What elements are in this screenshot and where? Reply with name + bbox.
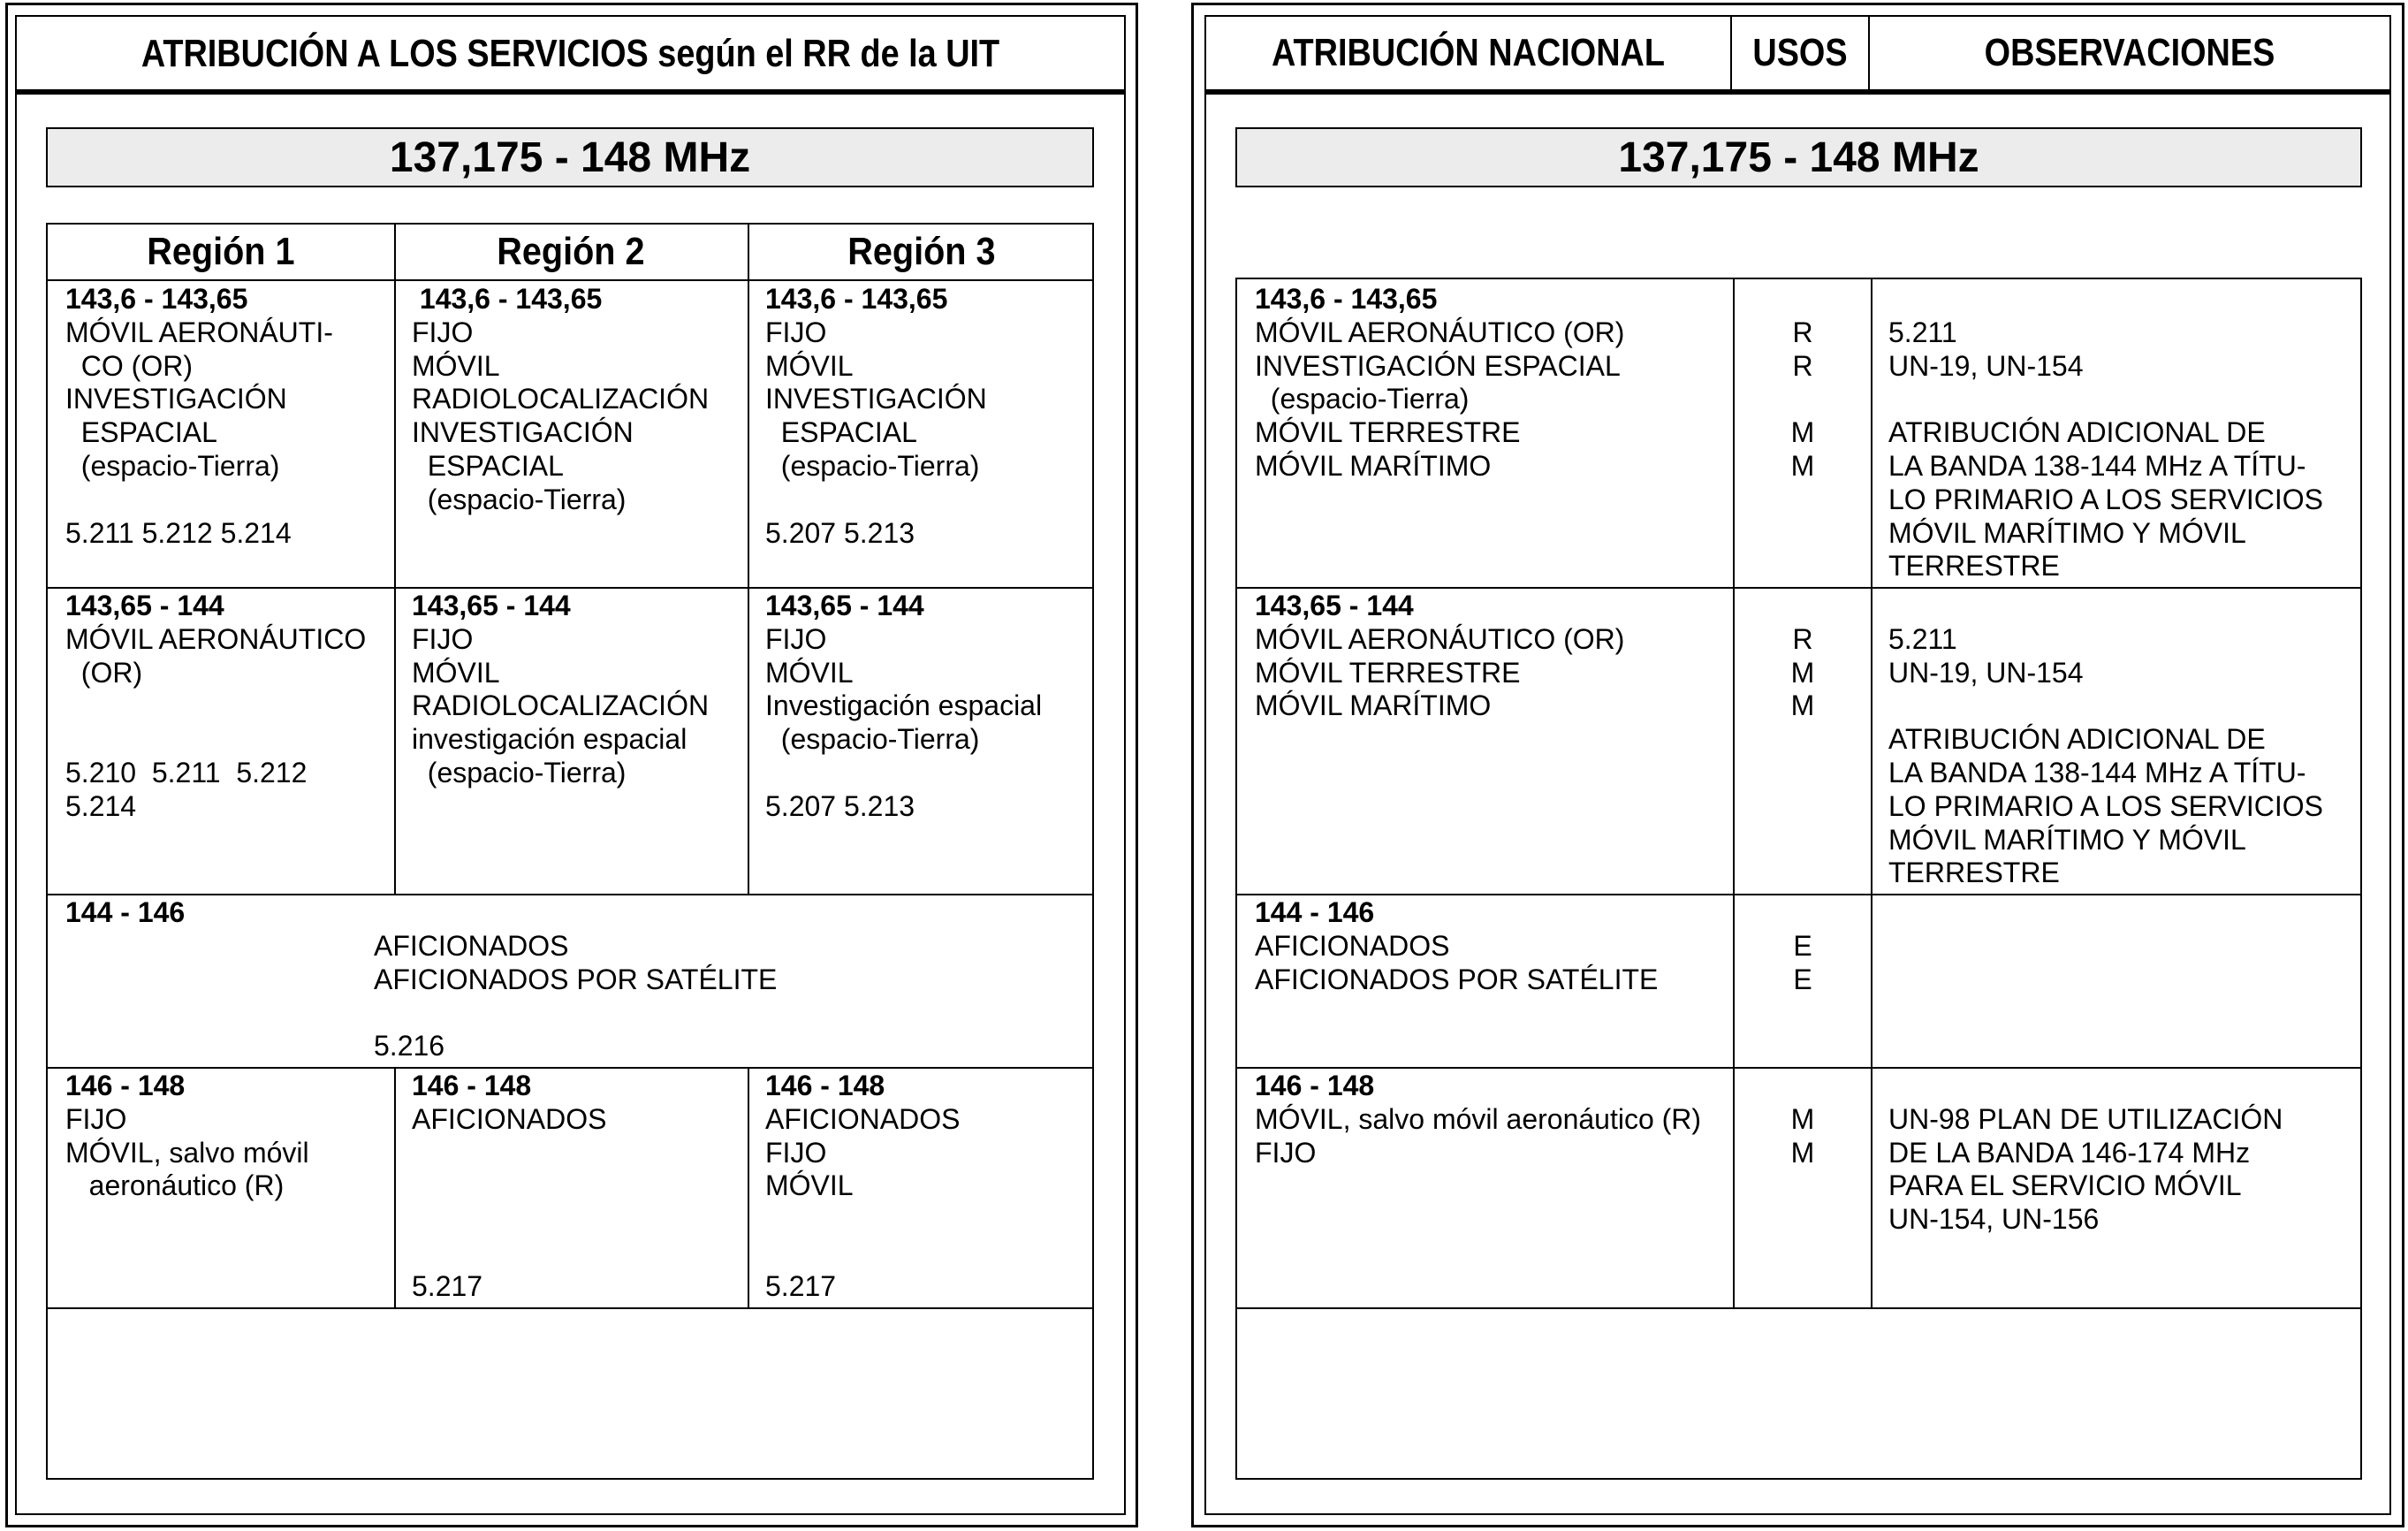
service-line: UN-19, UN-154 <box>1888 656 2084 689</box>
service-line: R <box>1792 622 1813 655</box>
service-line <box>1735 383 1871 416</box>
service-line: (espacio-Tierra) <box>765 723 980 756</box>
service-line: aeronáutico (R) <box>65 1169 285 1202</box>
service-line: FIJO <box>412 316 474 348</box>
service-line: TERRESTRE <box>1888 857 2060 889</box>
service-line: 5.211 <box>1888 316 1957 348</box>
band-cell-r3 <box>765 283 987 550</box>
service-line: TERRESTRE <box>1888 550 2060 583</box>
service-lines <box>765 1103 960 1304</box>
band-cell-r1 <box>65 590 366 824</box>
service-line: AFICIONADOS <box>412 1102 607 1135</box>
row-spacer <box>1735 590 1871 623</box>
service-line: AFICIONADOS <box>374 929 569 962</box>
band-cell-r2 <box>412 590 709 790</box>
service-line: 5.214 <box>65 789 137 822</box>
band-cell-r2 <box>412 283 709 517</box>
service-lines <box>65 1103 309 1203</box>
band-range: 143,6 - 143,65 <box>65 283 248 315</box>
row-divider-4 <box>1237 1307 2360 1309</box>
row-spacer <box>1888 283 2323 316</box>
service-line <box>65 689 366 723</box>
service-line: (espacio-Tierra) <box>412 483 627 515</box>
service-line: AFICIONADOS <box>1255 929 1450 962</box>
col-divider-2b <box>748 1067 749 1307</box>
row-divider-4 <box>48 1307 1092 1309</box>
band-cell-r2 <box>412 1070 606 1304</box>
service-lines <box>412 623 709 790</box>
service-line: MÓVIL TERRESTRE <box>1255 656 1521 689</box>
observaciones-cell <box>1888 1070 2283 1237</box>
service-line: AFICIONADOS POR SATÉLITE <box>374 963 778 995</box>
national-band-cell <box>1255 590 1624 723</box>
service-line: (OR) <box>65 656 143 689</box>
service-line: M <box>1790 1136 1815 1169</box>
service-line: LA BANDA 138-144 MHz A TÍTU- <box>1888 756 2306 788</box>
row-divider-2 <box>48 894 1092 895</box>
service-line <box>374 996 777 1030</box>
service-line: 5.217 <box>765 1269 837 1302</box>
service-line: (espacio-Tierra) <box>65 449 280 482</box>
national-band-cell <box>1255 283 1624 484</box>
service-line: M <box>1790 1102 1815 1135</box>
row-spacer <box>1888 1070 2283 1103</box>
right-header-row <box>1206 17 2389 89</box>
service-line: M <box>1790 449 1815 482</box>
band-range: 146 - 148 <box>1255 1070 1375 1101</box>
right-band-title: 137,175 - 148 MHz <box>1235 127 2362 187</box>
service-line: UN-19, UN-154 <box>1888 349 2084 382</box>
service-line <box>765 1203 960 1237</box>
region-1-header: Región 1 <box>147 230 295 273</box>
service-line: CO (OR) <box>65 349 193 382</box>
band-range: 146 - 148 <box>412 1070 532 1101</box>
service-line: MÓVIL, salvo móvil aeronáutico (R) <box>1255 1102 1702 1135</box>
row-divider-3 <box>1237 1067 2360 1069</box>
usos-header: USOS <box>1752 31 1848 74</box>
band-range: 143,6 - 143,65 <box>1255 283 1438 315</box>
service-line: MÓVIL <box>765 349 854 382</box>
right-header-rule <box>1206 89 2389 95</box>
header-divider-2 <box>1868 17 1870 89</box>
service-line <box>765 757 1042 790</box>
service-line: 5.210 5.211 5.212 <box>65 756 308 788</box>
header-divider-1 <box>1730 17 1732 89</box>
service-line: AFICIONADOS <box>765 1102 961 1135</box>
left-allocation-table <box>46 223 1094 1480</box>
service-line: M <box>1790 689 1815 722</box>
band-range: 143,65 - 144 <box>412 590 571 621</box>
service-line: MÓVIL TERRESTRE <box>1255 416 1521 449</box>
service-line: ATRIBUCIÓN ADICIONAL DE <box>1888 723 2266 756</box>
service-line: (espacio-Tierra) <box>765 449 980 482</box>
service-line: FIJO <box>1255 1136 1317 1169</box>
col-divider-1b <box>394 1067 396 1307</box>
band-cell-all-regions <box>65 896 777 1063</box>
service-line: 5.211 5.212 5.214 <box>65 516 292 549</box>
usos-cell <box>1735 590 1871 723</box>
service-line: MÓVIL AERONÁUTICO (OR) <box>1255 622 1625 655</box>
row-divider-3 <box>48 1067 1092 1069</box>
service-lines <box>412 316 709 517</box>
row-spacer <box>1735 896 1871 930</box>
service-line: MÓVIL MARÍTIMO Y MÓVIL <box>1888 823 2246 856</box>
service-line: E <box>1793 929 1812 962</box>
service-line <box>1888 689 2323 723</box>
band-range: 143,65 - 144 <box>65 590 224 621</box>
service-line: MÓVIL <box>412 656 500 689</box>
service-line: ATRIBUCIÓN ADICIONAL DE <box>1888 416 2266 449</box>
service-line <box>412 1203 606 1237</box>
service-line: MÓVIL AERONÁUTICO (OR) <box>1255 316 1625 348</box>
service-line: 5.216 <box>374 1030 445 1063</box>
band-range: 143,6 - 143,65 <box>412 283 603 315</box>
service-line: MÓVIL <box>765 656 854 689</box>
service-line: (espacio-Tierra) <box>1255 383 1470 415</box>
service-line: UN-154, UN-156 <box>1888 1203 2100 1236</box>
service-line: FIJO <box>412 622 474 655</box>
band-range: 143,65 - 144 <box>765 590 924 621</box>
service-line <box>65 723 366 757</box>
national-band-cell <box>1255 1070 1701 1169</box>
service-line: R <box>1792 316 1813 348</box>
band-range: 146 - 148 <box>765 1070 885 1101</box>
service-line: MÓVIL MARÍTIMO <box>1255 689 1492 722</box>
service-line: MÓVIL <box>765 1169 854 1202</box>
service-line: RADIOLOCALIZACIÓN <box>412 689 710 722</box>
service-line <box>765 484 987 517</box>
service-line: E <box>1793 963 1812 995</box>
service-lines <box>765 316 987 551</box>
region-2-header: Región 2 <box>497 230 645 273</box>
service-line: 5.207 5.213 <box>765 516 915 549</box>
service-line: LA BANDA 138-144 MHz A TÍTU- <box>1888 449 2306 482</box>
service-line: DE LA BANDA 146-174 MHz <box>1888 1136 2251 1169</box>
band-range: 143,6 - 143,65 <box>765 283 948 315</box>
row-spacer <box>1888 590 2323 623</box>
band-range: 144 - 146 <box>65 896 186 928</box>
service-line: M <box>1790 416 1815 449</box>
service-lines <box>374 930 777 1063</box>
service-line: FIJO <box>765 1136 827 1169</box>
service-line <box>412 1169 606 1203</box>
service-line <box>412 1237 606 1270</box>
service-line: FIJO <box>765 316 827 348</box>
service-line: MÓVIL, salvo móvil <box>65 1136 309 1169</box>
row-spacer <box>1735 1070 1871 1103</box>
band-cell-r1 <box>65 283 333 550</box>
row-divider-1 <box>1237 587 2360 589</box>
usos-cell <box>1735 283 1871 484</box>
national-band-cell <box>1255 896 1658 996</box>
row-divider-2 <box>1237 894 2360 895</box>
service-line: ESPACIAL <box>765 416 917 449</box>
service-line: LO PRIMARIO A LOS SERVICIOS <box>1888 789 2324 822</box>
service-line: MÓVIL AERONÁUTICO <box>65 622 367 655</box>
row-spacer <box>1735 283 1871 316</box>
col-divider-1 <box>394 225 396 894</box>
service-line: 5.207 5.213 <box>765 789 915 822</box>
service-lines <box>65 623 366 824</box>
usos-cell <box>1735 896 1871 996</box>
region-header-divider <box>48 279 1092 281</box>
service-line: M <box>1790 656 1815 689</box>
service-line: MÓVIL <box>412 349 500 382</box>
service-line: R <box>1792 349 1813 382</box>
service-line: ESPACIAL <box>65 416 217 449</box>
col-divider-obs <box>1871 279 1872 1307</box>
national-allocation-table <box>1235 278 2362 1480</box>
col-divider-2 <box>748 225 749 894</box>
left-header-rule <box>17 89 1124 95</box>
observaciones-header: OBSERVACIONES <box>1984 31 2275 74</box>
service-lines <box>65 316 333 551</box>
usos-cell <box>1735 1070 1871 1169</box>
service-line: AFICIONADOS POR SATÉLITE <box>1255 963 1659 995</box>
service-line: RADIOLOCALIZACIÓN <box>412 383 710 415</box>
band-cell-r1 <box>65 1070 309 1203</box>
service-line: (espacio-Tierra) <box>412 756 627 788</box>
service-line: 5.217 <box>412 1269 483 1302</box>
observaciones-cell <box>1888 283 2323 583</box>
service-line: 5.211 <box>1888 622 1957 655</box>
service-line: Investigación espacial <box>765 689 1043 722</box>
service-line: UN-98 PLAN DE UTILIZACIÓN <box>1888 1102 2283 1135</box>
service-line: INVESTIGACIÓN <box>412 416 634 449</box>
service-line: FIJO <box>65 1102 127 1135</box>
left-header-title: ATRIBUCIÓN A LOS SERVICIOS según el RR de la UIT <box>141 32 1000 75</box>
band-cell-r3 <box>765 1070 960 1304</box>
service-line <box>412 1137 606 1170</box>
service-line: FIJO <box>765 622 827 655</box>
band-range: 143,65 - 144 <box>1255 590 1414 621</box>
band-range: 146 - 148 <box>65 1070 186 1101</box>
row-divider-1 <box>48 587 1092 589</box>
service-line: LO PRIMARIO A LOS SERVICIOS <box>1888 483 2324 515</box>
service-line: MÓVIL MARÍTIMO Y MÓVIL <box>1888 516 2246 549</box>
service-line: INVESTIGACIÓN <box>65 383 287 415</box>
service-line: MÓVIL AERONÁUTI- <box>65 316 333 348</box>
service-line: ESPACIAL <box>412 449 564 482</box>
observaciones-cell <box>1888 590 2323 890</box>
service-line <box>765 1237 960 1270</box>
band-range: 144 - 146 <box>1255 896 1375 928</box>
region-3-header: Región 3 <box>847 230 996 273</box>
service-line <box>65 484 333 517</box>
left-band-title: 137,175 - 148 MHz <box>46 127 1094 187</box>
service-line: MÓVIL MARÍTIMO <box>1255 449 1492 482</box>
service-lines <box>765 623 1042 824</box>
band-cell-r3 <box>765 590 1042 824</box>
service-line: INVESTIGACIÓN <box>765 383 987 415</box>
national-allocation-header: ATRIBUCIÓN NACIONAL <box>1272 31 1665 74</box>
service-line: PARA EL SERVICIO MÓVIL <box>1888 1169 2242 1202</box>
service-line: investigación espacial <box>412 723 687 756</box>
service-lines <box>412 1103 606 1304</box>
service-line <box>1888 383 2323 416</box>
service-line: INVESTIGACIÓN ESPACIAL <box>1255 349 1621 382</box>
